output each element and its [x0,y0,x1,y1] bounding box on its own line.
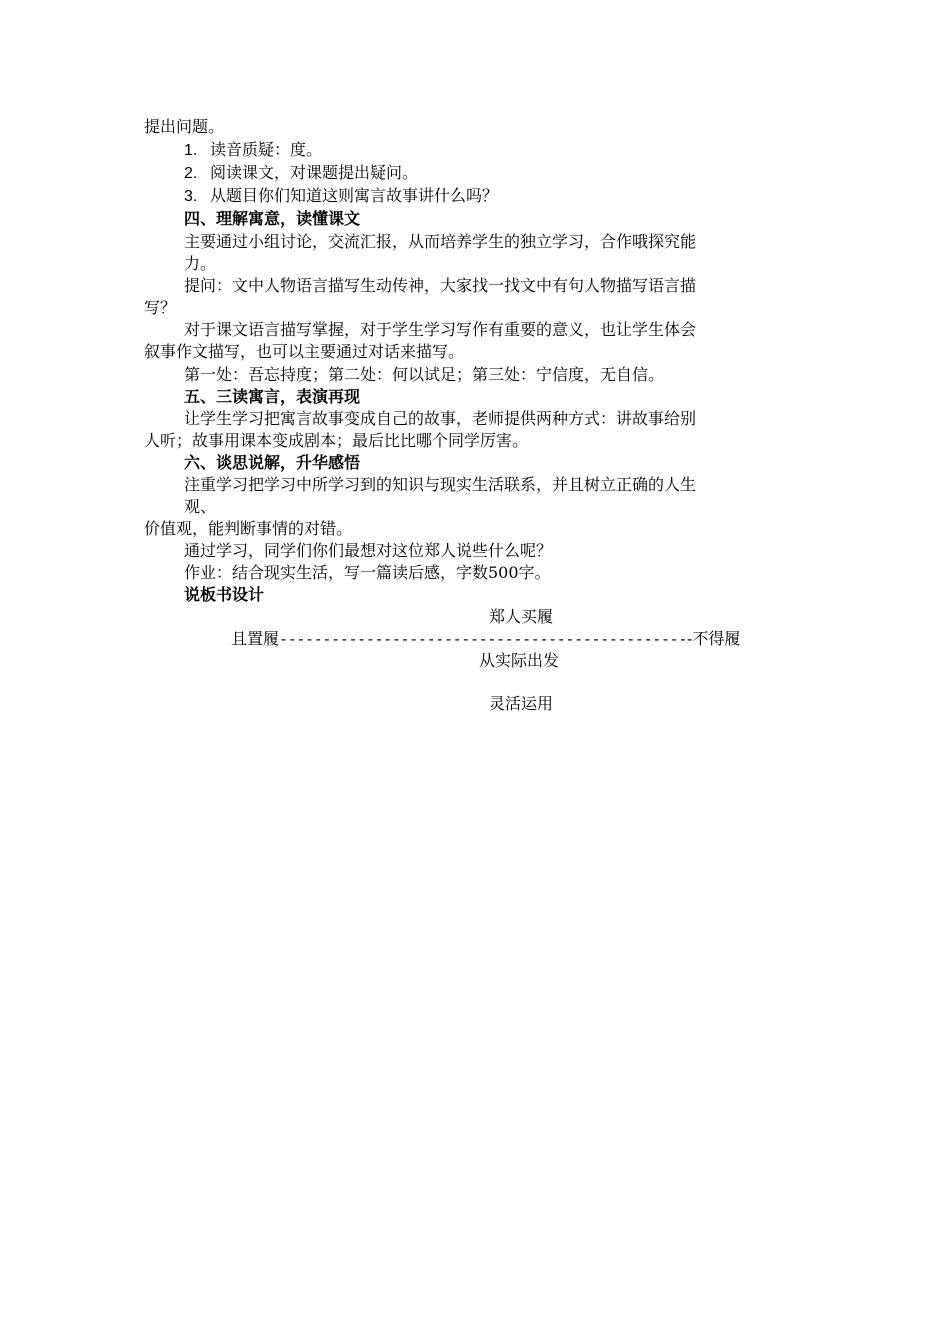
section-4-para-2-cont: 写？ [144,298,177,317]
question-number: 3. [184,188,198,205]
section-4-para-4: 第一处：吾忘持度；第二处：何以试足；第三处：宁信度，无自信。 [184,365,665,384]
section-4-para-1: 主要通过小组讨论，交流汇报，从而培养学生的独立学习，合作哦探究能 [184,232,697,251]
board-connector-row [231,628,740,650]
section-4-heading: 四、理解寓意，读懂课文 [184,209,361,228]
question-text: 阅读课文，对课题提出疑问。 [210,163,419,182]
section-4-para-1-cont: 力。 [184,254,217,273]
section-6-para-1: 注重学习把学习中所学习到的知识与现实生活联系，并且树立正确的人生 [184,475,697,494]
homework-line: 作业：结合现实生活，写一篇读后感，字数500字。 [184,563,551,582]
question-number: 2. [184,165,198,182]
section-6-para-2: 通过学习，同学们你们最想对这位郑人说些什么呢？ [184,541,553,560]
section-4-para-3: 对于课文语言描写掌握，对于学生学习写作有重要的意义，也让学生体会 [184,320,697,339]
board-left-term: 且置履 [231,629,280,648]
board-title: 郑人买履 [489,607,554,626]
question-item-2 [184,162,418,185]
board-middle-1: 从实际出发 [479,651,560,670]
intro-line: 提出问题。 [144,117,225,136]
section-4-para-2: 提问：文中人物语言描写生动传神，大家找一找文中有句人物描写语言描 [184,276,697,295]
board-dashed-line: ----------------------------------------------- [279,630,688,648]
section-5-para-1: 让学生学习把寓言故事变成自己的故事，老师提供两种方式：讲故事给别 [184,409,697,428]
section-5-heading: 五、三读寓言，表演再现 [184,387,361,406]
board-middle-2: 灵活运用 [489,694,554,713]
board-design-heading: 说板书设计 [184,585,265,604]
question-text: 读音质疑：度。 [210,140,323,159]
board-right-term: -不得履 [687,629,741,648]
section-4-para-3-cont: 叙事作文描写，也可以主要通过对话来描写。 [144,342,465,361]
section-5-para-1-cont: 人听；故事用课本变成剧本；最后比比哪个同学厉害。 [144,431,529,450]
question-text: 从题目你们知道这则寓言故事讲什么吗？ [210,186,499,205]
question-item-3 [184,185,498,208]
section-6-heading: 六、谈思说解，升华感悟 [184,453,361,472]
question-number: 1. [184,142,198,159]
question-item-1 [184,139,322,162]
section-6-para-1-end: 价值观，能判断事情的对错。 [144,519,353,538]
section-6-para-1-cont: 观、 [184,497,217,516]
